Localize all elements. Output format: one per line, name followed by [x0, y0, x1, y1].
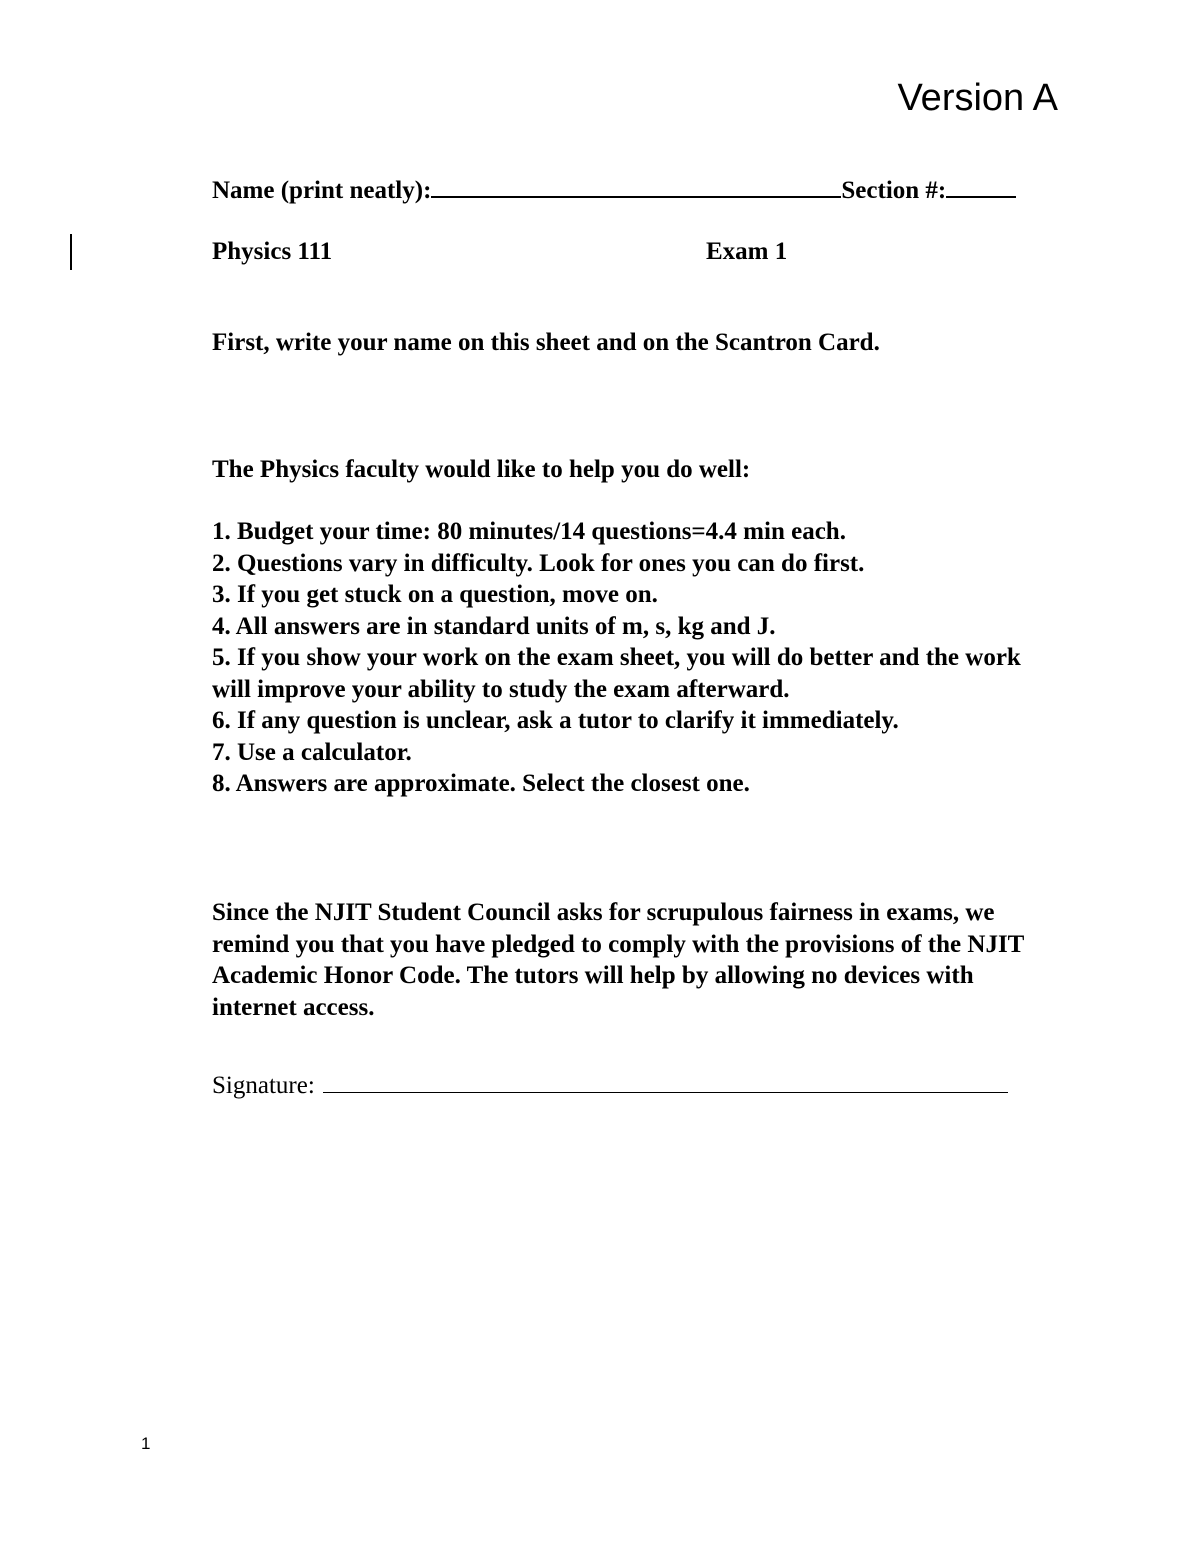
tip-item: 1. Budget your time: 80 minutes/14 questions=4.4 min each.	[212, 518, 846, 545]
tip-item: 2. Questions vary in difficulty. Look for ones you can do first.	[212, 549, 865, 577]
honor-code-paragraph: Since the NJIT Student Council asks for scrupulous fairness in exams, we remind you that you have pledged to comply with the provisions of the NJIT Academic Honor Code. The tutors will help by allowing no devices with internet access.	[212, 899, 1024, 1021]
name-blank-line[interactable]	[431, 172, 841, 198]
section-blank-line[interactable]	[946, 172, 1016, 198]
version-label: Version A	[897, 77, 1058, 119]
signature-row	[212, 1068, 1008, 1102]
exam-label: Exam 1	[706, 238, 788, 265]
page-number: 1	[141, 1434, 151, 1453]
change-bar	[70, 234, 72, 270]
name-label: Name (print neatly):	[212, 177, 432, 204]
section-label: Section #:	[841, 177, 947, 204]
signature-label: Signature:	[212, 1072, 315, 1099]
tip-item: 7. Use a calculator.	[212, 738, 412, 766]
signature-blank-line[interactable]	[323, 1068, 1008, 1093]
tip-item: 5. If you show your work on the exam sheet, you will do better and the work will improve your ability to study the exam afterward.	[212, 644, 1021, 703]
faculty-intro: The Physics faculty would like to help you do well:	[212, 456, 751, 483]
tips-list	[212, 516, 1052, 800]
name-section-row	[212, 172, 1016, 207]
tip-item: 8. Answers are approximate. Select the closest one.	[212, 770, 750, 797]
course-row	[212, 236, 788, 268]
first-instruction: First, write your name on this sheet and on the Scantron Card.	[212, 329, 880, 356]
tip-item: 6. If any question is unclear, ask a tutor to clarify it immediately.	[212, 707, 899, 734]
tip-item: 4. All answers are in standard units of m, s, kg and J.	[212, 612, 776, 640]
tip-item: 3. If you get stuck on a question, move on.	[212, 581, 658, 608]
course-label: Physics 111	[212, 238, 333, 265]
